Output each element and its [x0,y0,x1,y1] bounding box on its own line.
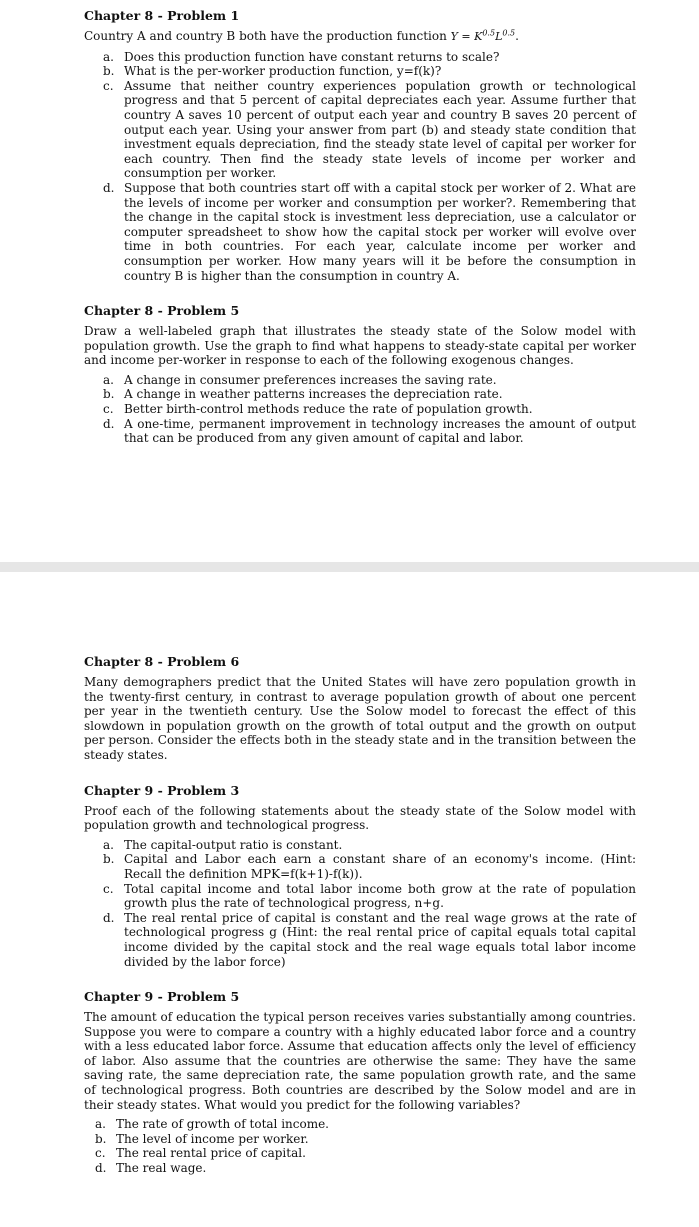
item-text: Assume that neither country experiences population growth or technological progress and that 5 percent of capital depreciates each year. Assume further that country A saves 10 percent of output each year and country B saves 20 percent of output each year. Using your answer from part (b) and steady state condition that investment equals depreciation, find the steady state level of capital per worker for each country. Then find the steady state levels of income per worker and consumption per worker. [124,78,636,181]
item-text: Does this production function have constant returns to scale? [124,49,500,64]
production-formula [451,30,515,43]
list-item [103,49,636,65]
problem-heading: Chapter 9 - Problem 3 [84,782,240,798]
page-2 [0,572,699,1227]
item-text: The rate of growth of total income. [116,1117,329,1132]
list-item [95,1146,636,1161]
item-text: Capital and Labor each earn a constant share of an economy's income. (Hint: Recall the definition MPK=f(k+1)-f(k)). [124,852,636,881]
list-item [103,910,636,969]
list-item [103,881,636,911]
item-text: Better birth-control methods reduce the rate of population growth. [124,402,533,417]
list-item [95,1131,636,1147]
item-marker: c. [103,881,114,896]
list-item [95,1161,636,1176]
problem-heading: Chapter 8 - Problem 1 [84,8,240,23]
formula-lhs: Y = K [450,30,483,43]
item-text: A one-time, permanent improvement in technology increases the amount of output that can be produced from any given amount of capital and labor. [124,416,636,446]
formula-period: . [515,29,519,43]
list-item [103,402,636,417]
item-marker: d. [103,910,115,925]
problem-intro: Draw a well-labeled graph that illustrates the steady state of the Solow model with population growth. Use the graph to find what happens to steady-state capital per worker and income per-worker in response to each of the following exogenous changes. [84,324,636,368]
item-marker: d. [103,416,115,431]
page-separator [0,562,699,572]
item-text: Suppose that both countries start off with a capital stock per worker of 2. What are the levels of income per worker and consumption per worker?. Remembering that the change in the capital stock is investment less depreciation, use a calculator or computer spreadsheet to show how the capital stock per worker will evolve over time in both countries. For each year, calculate income per worker and consumption per worker. How many years will it be before the consumption in country B is higher than the consumption in country A. [124,180,636,283]
page-2-content [84,654,636,1196]
problem-items [84,50,636,284]
chapter-9-problem-5 [84,989,636,1176]
item-marker: a. [95,1117,106,1132]
item-marker: a. [103,372,114,387]
problem-items [84,1117,636,1175]
chapter-8-problem-5 [84,303,636,446]
formula-l: L [495,30,503,43]
formula-exponent-k: 0.5 [482,28,496,38]
item-text: The capital-output ratio is constant. [124,837,343,852]
item-text: The level of income per worker. [116,1131,309,1146]
item-text: The real rental price of capital is constant and the real wage grows at the rate of technological progress g (Hint: the real rental price of capital equals total capital income divided by the capital stock and the real wage equals total labor income divided by the labor force) [124,910,636,969]
problem-intro: Proof each of the following statements about the steady state of the Solow model with population growth and technological progress. [84,803,636,833]
list-item [103,180,636,283]
item-marker: a. [103,837,114,852]
item-marker: c. [103,78,114,93]
formula-exponent-l: 0.5 [502,28,516,38]
problem-items [84,373,636,446]
item-text: Total capital income and total labor income both grow at the rate of population growth plus the rate of technological progress, n+g. [124,881,636,911]
item-marker: b. [103,852,115,867]
item-text: A change in consumer preferences increases the saving rate. [124,372,497,387]
item-marker: b. [103,64,115,79]
problem-intro: The amount of education the typical person receives varies substantially among countries. Suppose you were to compare a country with a highly educated labor force and a country with a less educated labor force. Assume that education affects only the level of efficiency of labor. Also assume that the countries are otherwise the same: They have the same saving rate, the same depreciation rate, the same population growth rate, and the same of technological progress. Both countries are described by the Solow model and are in their steady states. What would you predict for the following variables? [84,1010,636,1112]
problem-intro [84,29,636,45]
problem-heading: Chapter 8 - Problem 5 [84,303,240,319]
item-marker: c. [103,402,114,417]
problem-heading: Chapter 8 - Problem 6 [84,654,240,669]
intro-text: Country A and country B both have the production function [84,29,447,43]
list-item [103,78,636,181]
item-text: The real rental price of capital. [116,1146,306,1161]
item-marker: b. [103,387,115,402]
page-1 [0,0,699,562]
list-item [103,416,636,446]
chapter-9-problem-3 [84,783,636,970]
item-marker: b. [95,1131,107,1146]
problem-intro: Many demographers predict that the United States will have zero population growth in the twenty-first century, in contrast to average population growth of about one percent per year in the twentieth century. Use the Solow model to forecast the effect of this slowdown in population growth on the growth of total output and the growth on output per person. Consider the effects both in the steady state and in the transition between the steady states. [84,675,636,762]
list-item [103,387,636,402]
item-text: What is the per-worker production function, y=f(k)? [124,64,442,79]
list-item [95,1117,636,1132]
list-item [103,64,636,79]
item-marker: d. [95,1161,107,1176]
item-text: A change in weather patterns increases the depreciation rate. [124,387,503,402]
chapter-8-problem-1 [84,8,636,283]
page-1-content [84,8,636,466]
list-item [103,372,636,388]
item-text: The real wage. [116,1161,207,1176]
item-marker: c. [95,1146,106,1161]
list-item [103,837,636,853]
item-marker: a. [103,49,114,64]
chapter-8-problem-6 [84,654,636,763]
problem-heading: Chapter 9 - Problem 5 [84,989,240,1005]
item-marker: d. [103,180,115,195]
list-item [103,852,636,881]
problem-items [84,838,636,969]
